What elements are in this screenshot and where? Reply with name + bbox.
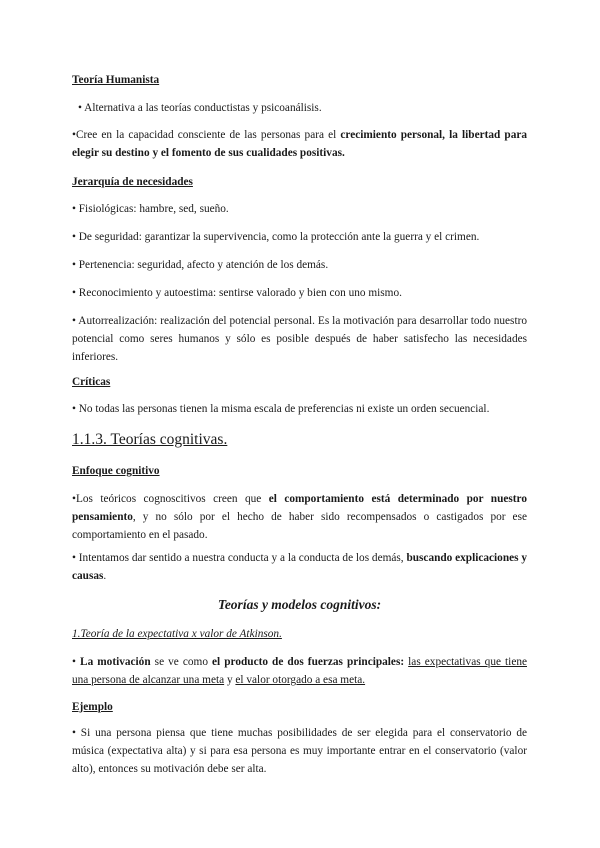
enfoque-1-text-a: •Los teóricos cognoscitivos creen que <box>72 493 269 505</box>
paragraph-motivacion <box>72 653 527 689</box>
enfoque-2-bold: buscando explicaciones y causas <box>72 552 528 582</box>
motivacion-bullet: • <box>72 656 81 668</box>
heading-jerarquia: Jerarquía de necesidades <box>72 176 193 188</box>
heading-criticas: Críticas <box>72 376 111 388</box>
paragraph-ejemplo: • Si una persona piensa que tiene muchas posibilidades de ser elegida para el conservatorio de música (expectativa alta) y si para esa persona es muy importante entrar en el conservatorio (valor alto), entonces su motivación debe ser alta. <box>72 727 527 775</box>
enfoque-1-text-c: , y no sólo por el hecho de haber sido recompensados o castigados por ese comportamiento en el pasado. <box>72 511 527 541</box>
heading-ejemplo: Ejemplo <box>72 701 113 713</box>
enfoque-2-text-a: • Intentamos dar sentido a nuestra conducta y a la conducta de los demás, <box>72 552 407 564</box>
heading-enfoque-cognitivo: Enfoque cognitivo <box>72 465 160 477</box>
paragraph-humanista <box>72 126 527 162</box>
motivacion-text-g: y <box>224 674 236 686</box>
bullet-alternativa: • Alternativa a las teorías conductistas y psicoanálisis. <box>78 102 322 114</box>
paragraph-criticas: • No todas las personas tienen la misma escala de preferencias ni existe un orden secuencial. <box>72 403 490 415</box>
motivacion-text-c: se ve como <box>150 656 213 668</box>
paragraph-humanista-bold: crecimiento personal, la libertad para elegir su destino y el fomento de sus cualidades positivas. <box>72 129 527 159</box>
enfoque-1-bold: el comportamiento está determinado por nuestro pensamiento <box>72 493 527 523</box>
paragraph-enfoque-2 <box>72 549 527 585</box>
heading-modelos-cognitivos: Teorías y modelos cognitivos: <box>217 597 382 612</box>
paragraph-humanista-text: •Cree en la capacidad consciente de las personas para el <box>72 129 341 141</box>
list-item-fisiologicas: • Fisiológicas: hambre, sed, sueño. <box>72 203 229 215</box>
heading-teoria-humanista: Teoría Humanista <box>72 74 160 86</box>
motivacion-bold-1: La motivación <box>80 656 151 668</box>
motivacion-bold-2: el producto de dos fuerzas principales: <box>212 656 405 668</box>
subheading-atkinson: 1.Teoría de la expectativa x valor de Atkinson. <box>72 628 282 640</box>
paragraph-enfoque-1 <box>72 490 527 544</box>
heading-teorias-cognitivas: 1.1.3. Teorías cognitivas. <box>72 431 228 448</box>
list-item-pertenencia: • Pertenencia: seguridad, afecto y atención de los demás. <box>72 259 329 271</box>
list-item-reconocimiento: • Reconocimiento y autoestima: sentirse valorado y bien con uno mismo. <box>72 287 402 299</box>
enfoque-2-text-c: . <box>103 570 107 582</box>
list-item-seguridad: • De seguridad: garantizar la supervivencia, como la protección ante la guerra y el crimen. <box>72 231 480 243</box>
motivacion-underline-2: el valor otorgado a esa meta. <box>235 674 366 686</box>
list-item-autorrealizacion: • Autorrealización: realización del potencial personal. Es la motivación para desarrollar todo nuestro potencial como seres humanos y sólo es posible después de haber satisfecho las necesidades inferiores. <box>72 315 527 363</box>
motivacion-underline-1: las expectativas que tiene una persona de alcanzar una meta <box>72 656 527 686</box>
